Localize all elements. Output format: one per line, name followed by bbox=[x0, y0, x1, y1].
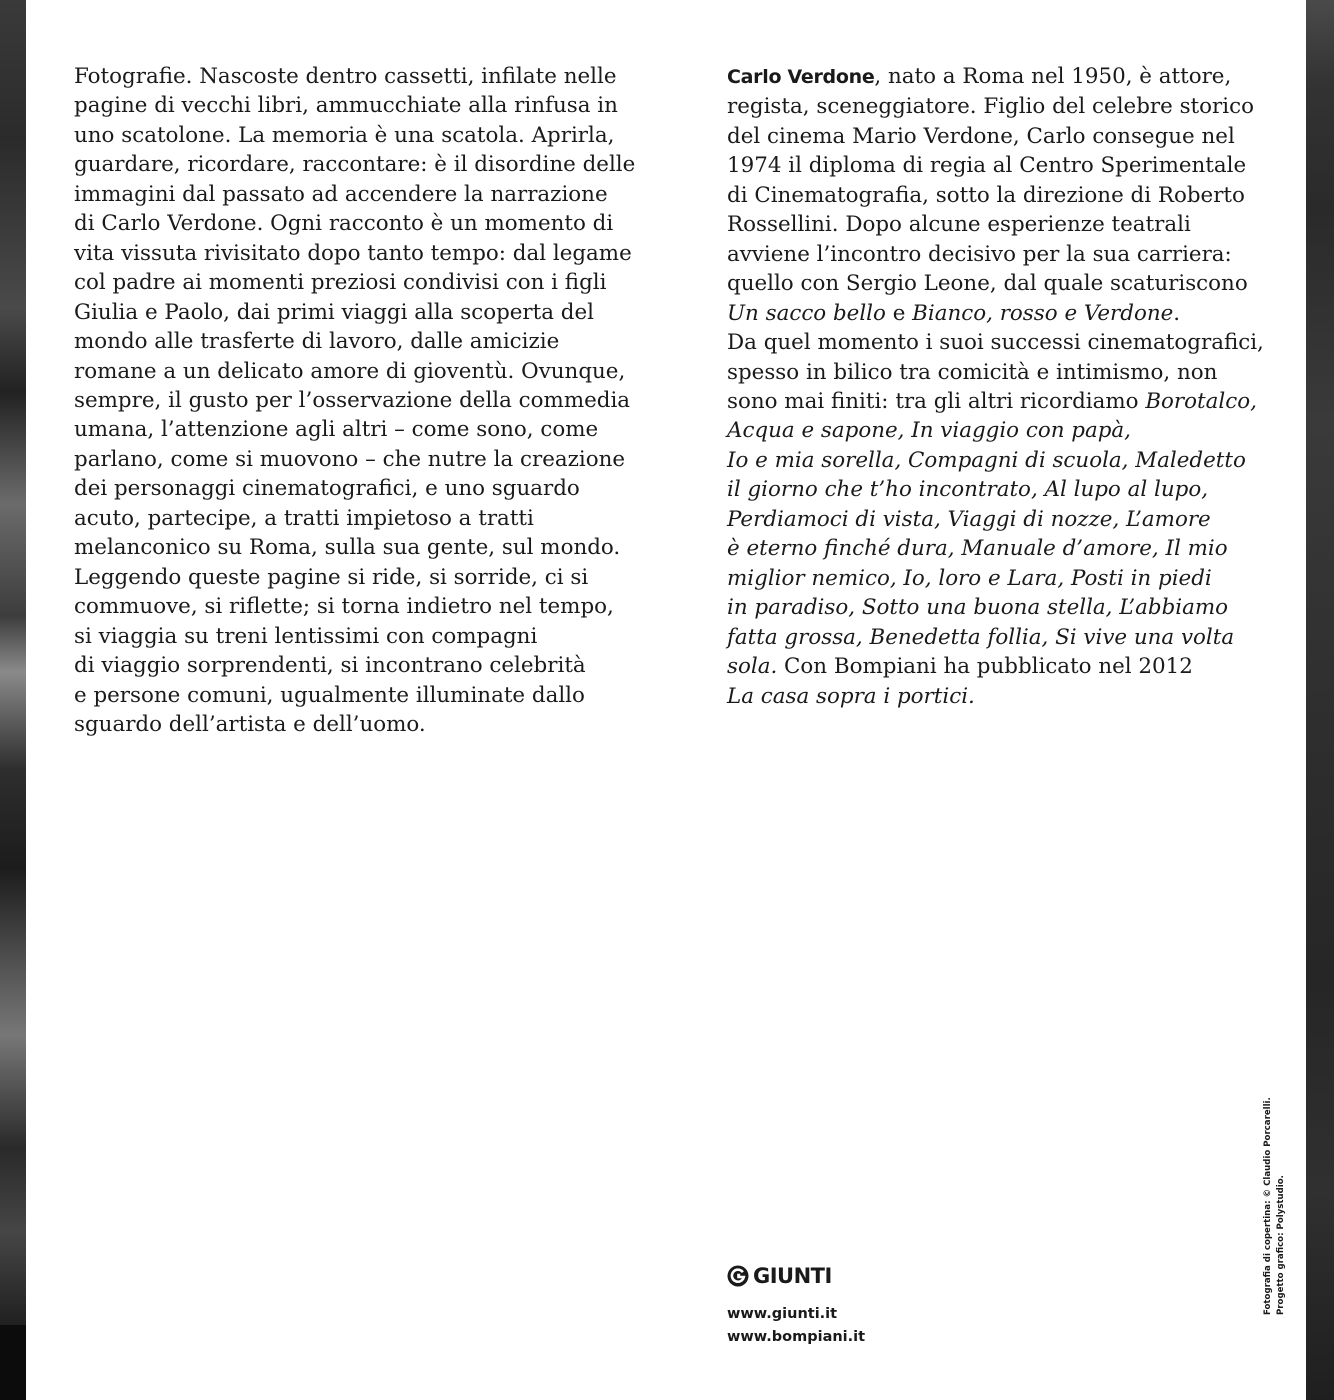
filmography-line: il giorno che t’ho incontrato, Al lupo al lupo, bbox=[727, 477, 1208, 503]
description-line: e persone comuni, ugualmente illuminate dallo bbox=[74, 682, 585, 708]
credit-line: Fotografia di copertina: © Claudio Porcarelli. bbox=[1263, 1097, 1273, 1315]
bio-line: Da quel momento i suoi successi cinematografici, bbox=[727, 330, 1264, 356]
film-title: Borotalco, bbox=[1145, 388, 1257, 414]
bio-line bbox=[727, 652, 1257, 681]
bio-line bbox=[727, 62, 1257, 92]
film-title: Bianco, rosso e Verdone bbox=[912, 300, 1174, 326]
bio-line: 1974 il diploma di regia al Centro Sperimentale bbox=[727, 153, 1247, 179]
publisher-websites bbox=[727, 1303, 865, 1349]
credit-line: Progetto grafico: Polystudio. bbox=[1276, 1175, 1286, 1315]
description-line: Fotografie. Nascoste dentro cassetti, infilate nelle bbox=[74, 64, 617, 89]
filmography-line: è eterno finché dura, Manuale d’amore, Il mio bbox=[727, 536, 1228, 562]
bio-text: e bbox=[885, 300, 913, 326]
description-line: pagine di vecchi libri, ammucchiate alla rinfusa in bbox=[74, 93, 618, 119]
description-line: commuove, si riflette; si torna indietro nel tempo, bbox=[74, 594, 614, 620]
bio-text: . bbox=[1173, 300, 1181, 326]
cover-credits bbox=[1262, 1097, 1292, 1315]
filmography-line: Io e mia sorella, Compagni di scuola, Maledetto bbox=[727, 447, 1246, 473]
bio-text: , nato a Roma nel 1950, è attore, bbox=[874, 64, 1232, 89]
description-line: uno scatolone. La memoria è una scatola. Aprirla, bbox=[74, 122, 615, 148]
bio-line: del cinema Mario Verdone, Carlo consegue nel bbox=[727, 123, 1235, 149]
description-line: immagini dal passato ad accendere la narrazione bbox=[74, 181, 608, 207]
description-line: umana, l’attenzione agli altri – come sono, come bbox=[74, 417, 599, 443]
bio-line: spesso in bilico tra comicità e intimismo, non bbox=[727, 359, 1218, 385]
description-line: si viaggia su treni lentissimi con compagni bbox=[74, 623, 538, 649]
giunti-g-icon bbox=[727, 1265, 749, 1287]
bio-line: Rossellini. Dopo alcune esperienze teatrali bbox=[727, 212, 1191, 238]
description-line: vita vissuta rivisitato dopo tanto tempo: dal legame bbox=[74, 240, 632, 266]
cover-photo-edge-left bbox=[0, 0, 26, 1400]
description-line: sempre, il gusto per l’osservazione della commedia bbox=[74, 387, 631, 413]
description-line: Giulia e Paolo, dai primi viaggi alla scoperta del bbox=[74, 299, 594, 325]
description-line: acuto, partecipe, a tratti impietoso a tratti bbox=[74, 505, 534, 531]
filmography-line: Perdiamoci di vista, Viaggi di nozze, L’amore bbox=[727, 506, 1211, 532]
website-link[interactable]: www.giunti.it bbox=[727, 1306, 838, 1322]
description-line: parlano, come si muovono – che nutre la creazione bbox=[74, 446, 626, 472]
film-title: Un sacco bello bbox=[727, 300, 886, 326]
film-title: sola. bbox=[727, 654, 778, 680]
description-line: Leggendo queste pagine si ride, si sorride, ci si bbox=[74, 564, 589, 590]
publisher-name: GIUNTI bbox=[753, 1264, 832, 1288]
author-name: Carlo Verdone bbox=[727, 66, 875, 88]
description-line: romane a un delicato amore di gioventù. Ovunque, bbox=[74, 358, 626, 384]
description-line: melanconico su Roma, sulla sua gente, sul mondo. bbox=[74, 535, 621, 561]
filmography-line: miglior nemico, Io, loro e Lara, Posti in piedi bbox=[727, 565, 1212, 591]
bio-text: Con Bompiani ha pubblicato nel 2012 bbox=[777, 654, 1193, 680]
bio-line bbox=[727, 387, 1257, 416]
bio-line: avviene l’incontro decisivo per la sua carriera: bbox=[727, 241, 1232, 267]
description-line: col padre ai momenti preziosi condivisi con i figli bbox=[74, 270, 607, 296]
description-line: di viaggio sorprendenti, si incontrano celebrità bbox=[74, 653, 586, 679]
description-line: dei personaggi cinematografici, e uno sguardo bbox=[74, 476, 580, 502]
bio-text: sono mai finiti: tra gli altri ricordiamo bbox=[727, 388, 1146, 414]
book-title: La casa sopra i portici. bbox=[727, 683, 975, 709]
bio-line bbox=[727, 299, 1257, 328]
bio-line: di Cinematografia, sotto la direzione di Roberto bbox=[727, 182, 1245, 208]
website-link[interactable]: www.bompiani.it bbox=[727, 1329, 866, 1345]
bio-line: quello con Sergio Leone, dal quale scaturiscono bbox=[727, 271, 1248, 297]
description-line: mondo alle trasferte di lavoro, dalle amicizie bbox=[74, 329, 560, 355]
description-line: sguardo dell’artista e dell’uomo. bbox=[74, 711, 426, 737]
filmography-line: Acqua e sapone, In viaggio con papà, bbox=[727, 418, 1131, 444]
filmography-line: in paradiso, Sotto una buona stella, L’abbiamo bbox=[727, 595, 1229, 621]
author-bio bbox=[727, 62, 1264, 711]
description-line: di Carlo Verdone. Ogni racconto è un momento di bbox=[74, 211, 614, 237]
bio-line: regista, sceneggiatore. Figlio del celebre storico bbox=[727, 94, 1254, 120]
filmography-line: fatta grossa, Benedetta follia, Si vive una volta bbox=[727, 624, 1235, 650]
publisher-logo bbox=[727, 1262, 927, 1290]
book-description bbox=[74, 62, 636, 739]
description-line: guardare, ricordare, raccontare: è il disordine delle bbox=[74, 152, 636, 178]
cover-photo-edge-right bbox=[1306, 0, 1334, 1400]
